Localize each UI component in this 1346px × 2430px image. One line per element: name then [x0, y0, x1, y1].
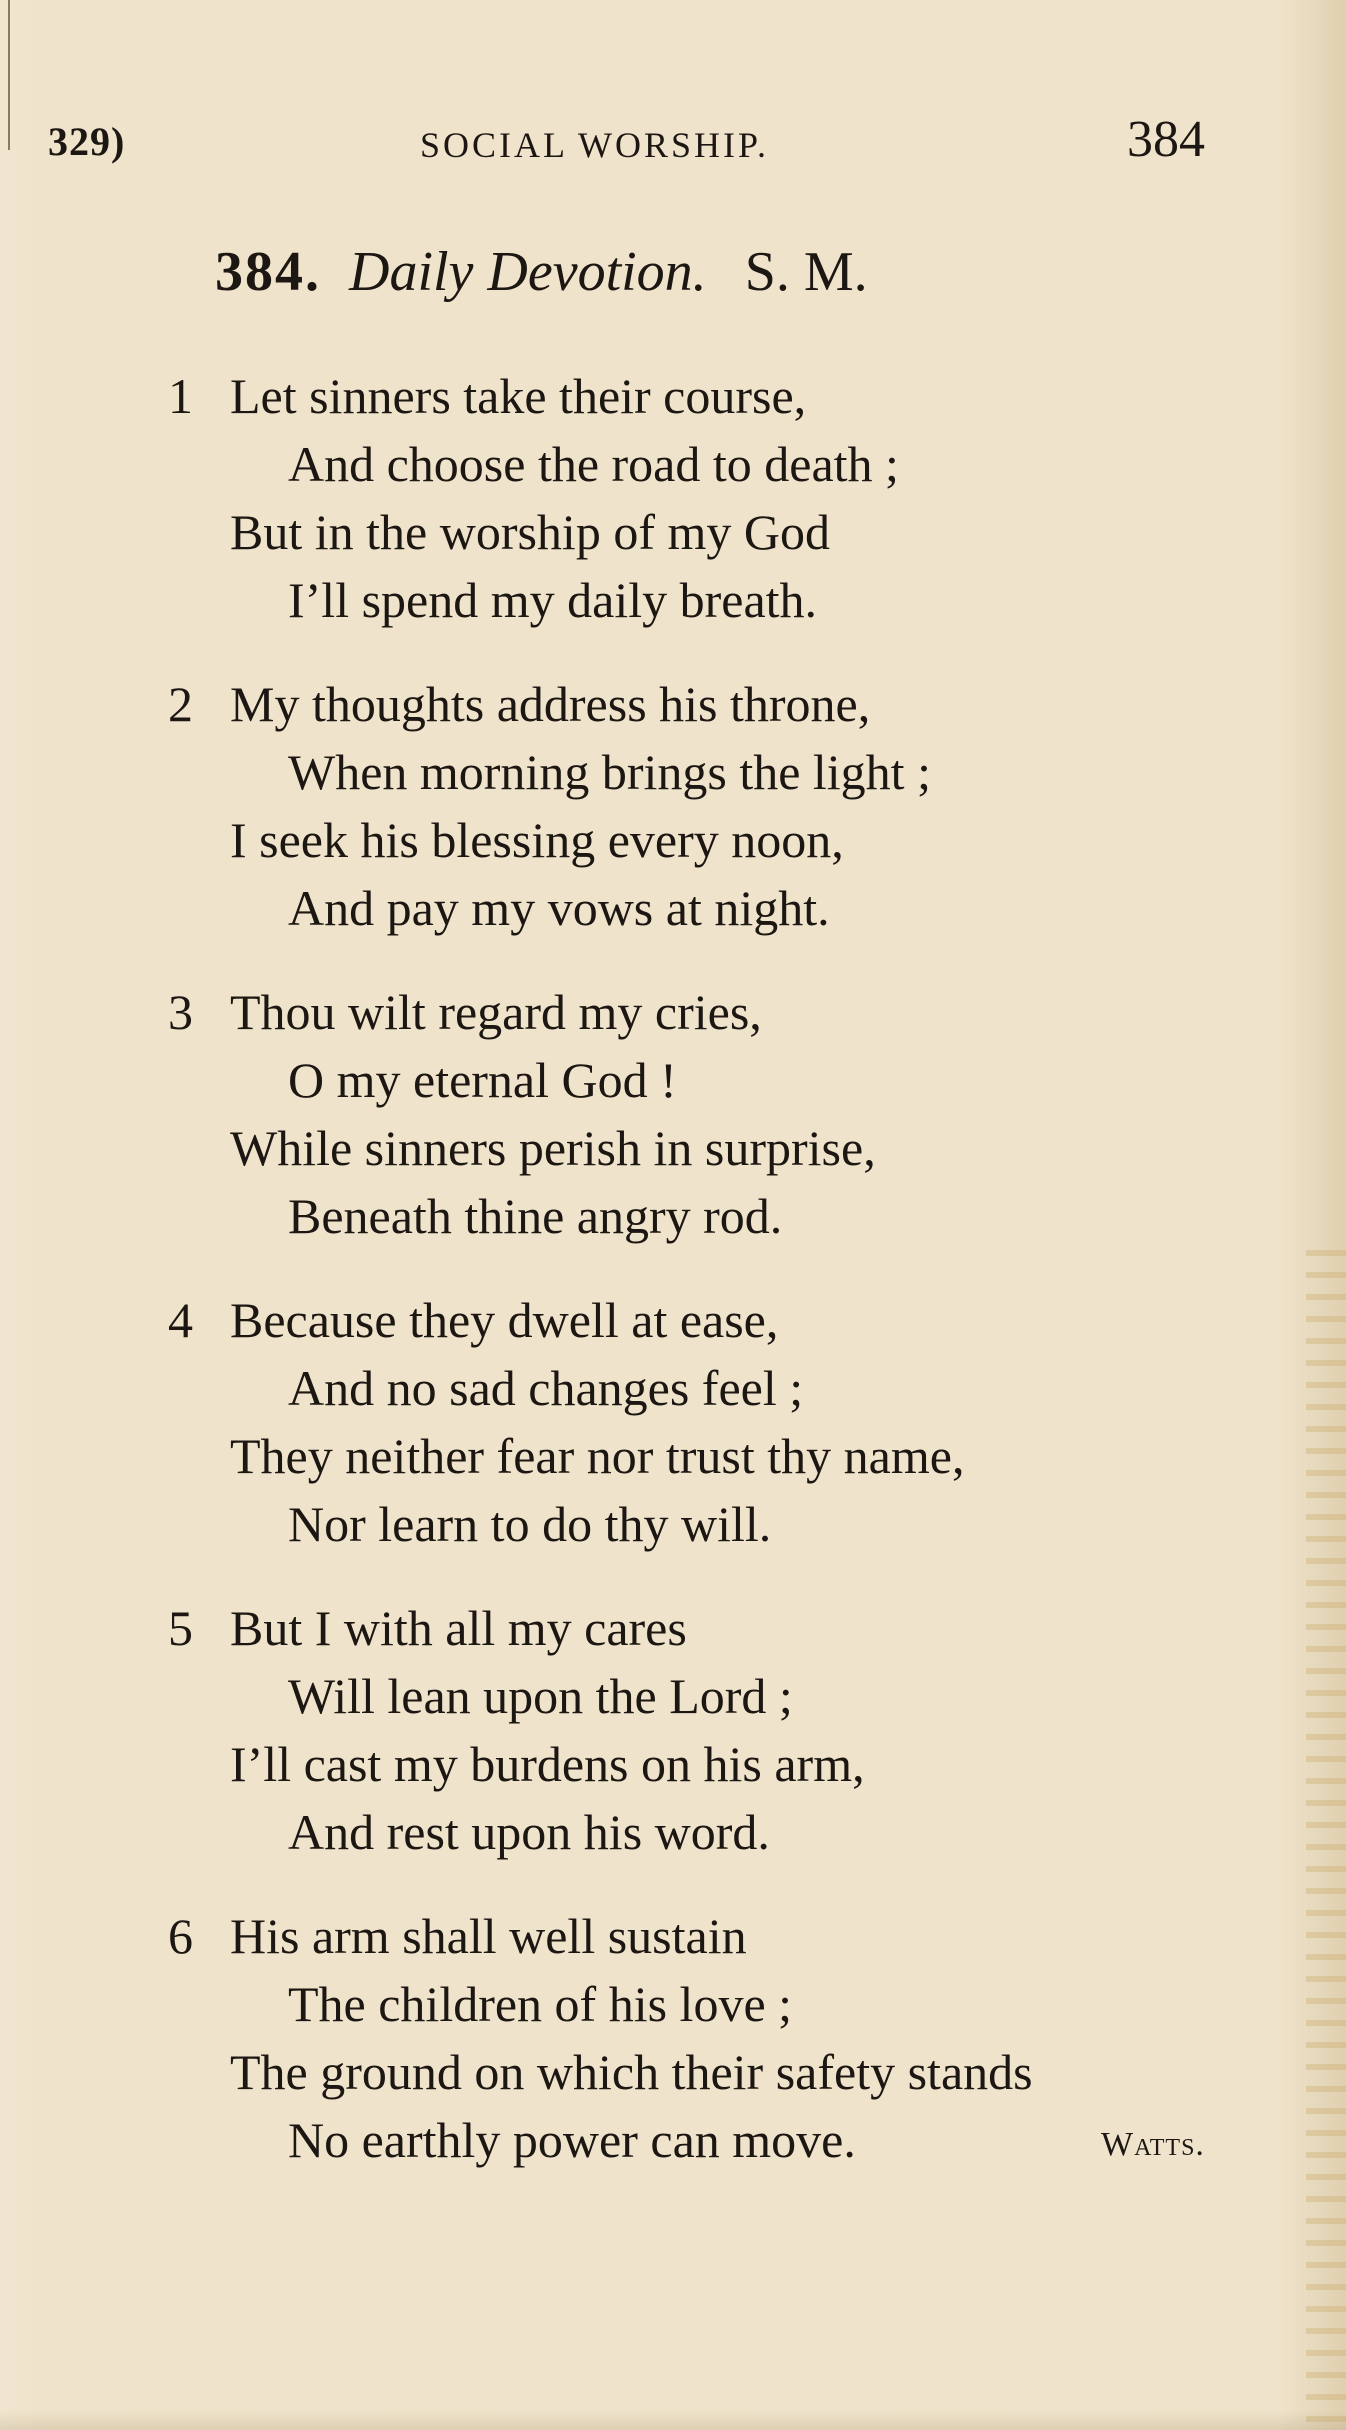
- verse-line: [168, 1902, 1288, 1970]
- running-head: [0, 111, 1346, 188]
- verse-line: [168, 1970, 1288, 2038]
- stanza-number: 4: [168, 1292, 193, 1348]
- hymn-title: Daily Devotion.: [349, 241, 707, 303]
- stanza-number: 6: [168, 1908, 193, 1964]
- verse-line-text: My thoughts address his throne,: [230, 676, 871, 732]
- stanza: [168, 1286, 1288, 1558]
- verse-line-text: The children of his love ;: [288, 1976, 793, 2032]
- verse-line-text: They neither fear nor trust thy name,: [230, 1428, 965, 1484]
- verse-line: [168, 670, 1288, 738]
- stanza-number: 2: [168, 676, 193, 732]
- stanza: [168, 362, 1288, 634]
- verse-line-text: While sinners perish in surprise,: [230, 1120, 876, 1176]
- hymn-number: 384.: [215, 241, 321, 303]
- verse-line: [168, 1422, 1288, 1490]
- verse-line: [168, 806, 1288, 874]
- verse-line: [168, 738, 1288, 806]
- verse-line-text: And choose the road to death ;: [288, 436, 899, 492]
- verse-line-text: And no sad changes feel ;: [288, 1360, 804, 1416]
- author-attribution: Watts.: [1101, 2126, 1205, 2163]
- verse-line: [168, 2038, 1288, 2106]
- verse-line-text: And pay my vows at night.: [288, 880, 830, 936]
- running-head-title: SOCIAL WORSHIP.: [420, 125, 770, 165]
- page-bottom-shade: [0, 2410, 1346, 2430]
- verse-line-text: And rest upon his word.: [288, 1804, 770, 1860]
- verse-line: [168, 498, 1288, 566]
- verse-line: [168, 1730, 1288, 1798]
- verse-line: [168, 430, 1288, 498]
- hymn-heading: [215, 240, 868, 304]
- stanza: [168, 670, 1288, 942]
- verse-line: [168, 1594, 1288, 1662]
- verse-line-text: I’ll spend my daily breath.: [288, 572, 818, 628]
- stanza: [168, 1594, 1288, 1866]
- verse-line: [168, 1662, 1288, 1730]
- verse-line-text: I’ll cast my burdens on his arm,: [230, 1736, 865, 1792]
- verse-line-text: Thou wilt regard my cries,: [230, 984, 762, 1040]
- verse-line: [168, 1114, 1288, 1182]
- verse-line: [168, 1490, 1288, 1558]
- verse-line-text: Beneath thine angry rod.: [288, 1188, 783, 1244]
- verse-line-text: Will lean upon the Lord ;: [288, 1668, 793, 1724]
- verse-line: [168, 1354, 1288, 1422]
- verse-line-text: Because they dwell at ease,: [230, 1292, 779, 1348]
- verse-line-text: O my eternal God !: [288, 1052, 677, 1108]
- verse-line: [168, 1046, 1288, 1114]
- stanza: [168, 978, 1288, 1250]
- verse-line-text: But in the worship of my God: [230, 504, 830, 560]
- verse-line-text: No earthly power can move.: [288, 2112, 856, 2168]
- verse-line-text: I seek his blessing every noon,: [230, 812, 844, 868]
- verse-line: [168, 566, 1288, 634]
- page-edge-stain: [1306, 1250, 1346, 2430]
- verse-line-text: His arm shall well sustain: [230, 1908, 747, 1964]
- verse-line: [168, 874, 1288, 942]
- left-folio: 329): [48, 119, 126, 164]
- verse-line-text: The ground on which their safety stands: [230, 2044, 1033, 2100]
- verse-line: [168, 362, 1288, 430]
- stanza-number: 3: [168, 984, 193, 1040]
- stanza-number: 5: [168, 1600, 193, 1656]
- verse-line: [168, 1182, 1288, 1250]
- verse-line-text: When morning brings the light ;: [288, 744, 931, 800]
- right-folio: 384: [1127, 111, 1205, 168]
- verse-line: [168, 1286, 1288, 1354]
- verse-line: [168, 978, 1288, 1046]
- verse-line-text: But I with all my cares: [230, 1600, 687, 1656]
- hymn-verses: [168, 362, 1288, 2210]
- verse-line-text: Let sinners take their course,: [230, 368, 807, 424]
- hymn-meter: S. M.: [744, 241, 868, 303]
- verse-line: [168, 1798, 1288, 1866]
- verse-line-text: Nor learn to do thy will.: [288, 1496, 772, 1552]
- stanza-number: 1: [168, 368, 193, 424]
